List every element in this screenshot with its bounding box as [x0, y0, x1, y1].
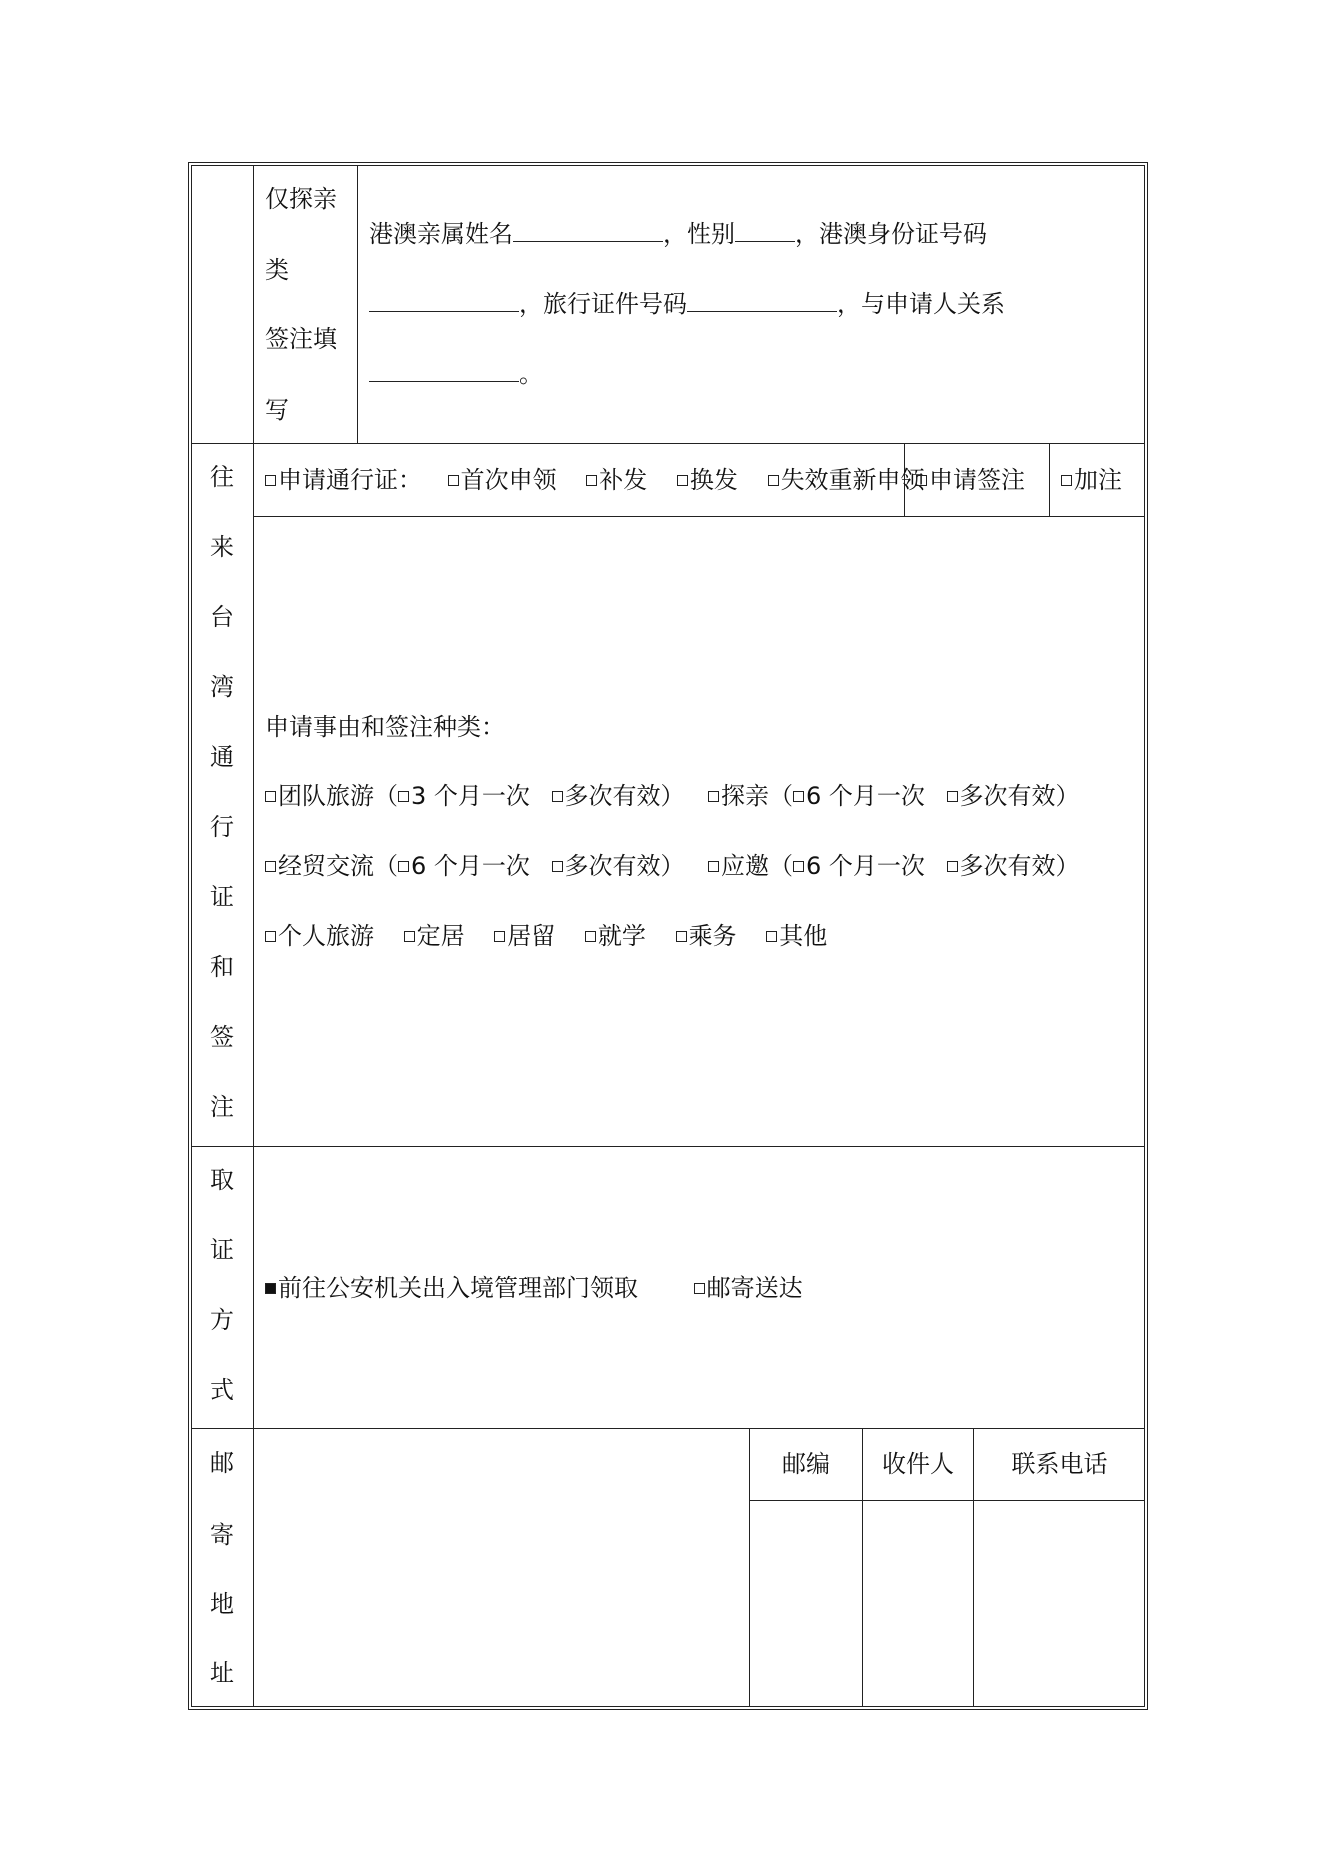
gender-label: ，性别	[663, 220, 735, 248]
renew-checkbox[interactable]	[677, 475, 688, 486]
visit-side-label-2: 类	[265, 256, 289, 284]
apply-endorsement-option[interactable]	[916, 466, 1025, 494]
residence-checkbox[interactable]	[494, 931, 505, 942]
mail-side-char: 地	[210, 1590, 234, 1618]
family-visit-checkbox[interactable]	[708, 791, 719, 802]
crew-option[interactable]	[676, 922, 737, 950]
trade-exchange-6month-checkbox[interactable]	[398, 861, 409, 872]
settle-checkbox[interactable]	[404, 931, 415, 942]
reason-row-2-right	[708, 852, 1080, 880]
reapply-checkbox[interactable]	[768, 475, 779, 486]
group-tour-3month-checkbox[interactable]	[398, 791, 409, 802]
settle-option[interactable]	[404, 922, 465, 950]
row-divider-visit	[191, 443, 1145, 444]
permit-side-char: 往	[210, 463, 234, 491]
hk-id-label: ，港澳身份证号码	[795, 220, 987, 248]
add-endorsement-option[interactable]	[1061, 466, 1122, 494]
apply-permit-checkbox[interactable]	[265, 475, 276, 486]
group-tour-3month-label: 3 个月一次	[411, 782, 530, 810]
apply-endorsement-checkbox[interactable]	[916, 475, 927, 486]
invitation-checkbox[interactable]	[708, 861, 719, 872]
first-apply-checkbox[interactable]	[448, 475, 459, 486]
invitation-multi-checkbox[interactable]	[947, 861, 958, 872]
recipient-header: 收件人	[882, 1450, 954, 1478]
settle-label: 定居	[416, 922, 465, 950]
row-divider-permit	[191, 1146, 1145, 1147]
row-divider-apply	[253, 516, 1145, 517]
visit-line-2	[369, 290, 1005, 318]
personal-tour-label: 个人旅游	[278, 922, 374, 950]
invitation-6month-label: 6 个月一次	[806, 852, 925, 880]
other-reasons-row	[265, 922, 827, 950]
reissue-option[interactable]	[586, 466, 647, 494]
pickup-side-char: 证	[210, 1236, 234, 1264]
group-tour-checkbox[interactable]	[265, 791, 276, 802]
relative-name-label: 港澳亲属姓名	[369, 220, 513, 248]
pickup-in-person-checkbox[interactable]	[265, 1283, 276, 1294]
hk-id-field[interactable]	[369, 291, 519, 312]
crew-checkbox[interactable]	[676, 931, 687, 942]
permit-side-char: 通	[210, 743, 234, 771]
reapply-option[interactable]	[768, 466, 925, 494]
visit-side-label-4: 写	[265, 396, 289, 424]
renew-option[interactable]	[677, 466, 738, 494]
residence-label: 居留	[507, 922, 556, 950]
gender-field[interactable]	[735, 221, 795, 242]
family-visit-6month-checkbox[interactable]	[793, 791, 804, 802]
family-visit-multi-label: 多次有效）	[959, 782, 1080, 810]
permit-side-char: 行	[210, 813, 234, 841]
permit-side-char: 湾	[210, 673, 234, 701]
pickup-side-char: 式	[210, 1376, 234, 1404]
mail-side-char: 邮	[210, 1449, 234, 1477]
pickup-mail-checkbox[interactable]	[694, 1283, 705, 1294]
mail-side-char: 址	[210, 1659, 234, 1687]
visit-line-end: 。	[519, 360, 543, 388]
permit-side-char: 台	[210, 603, 234, 631]
pickup-side-char: 方	[210, 1306, 234, 1334]
other-option[interactable]	[766, 922, 827, 950]
family-visit-label: 探亲（	[721, 782, 793, 810]
apply-divider-2	[1049, 443, 1050, 516]
trade-exchange-multi-label: 多次有效）	[564, 852, 685, 880]
mail-side-char: 寄	[210, 1521, 234, 1549]
phone-header: 联系电话	[1011, 1450, 1108, 1478]
pickup-mail-option[interactable]	[694, 1274, 803, 1302]
travel-doc-field[interactable]	[687, 291, 837, 312]
relationship-field[interactable]	[369, 361, 519, 382]
pickup-options-row	[265, 1274, 803, 1302]
crew-label: 乘务	[688, 922, 737, 950]
invitation-multi-label: 多次有效）	[959, 852, 1080, 880]
group-tour-multi-checkbox[interactable]	[552, 791, 563, 802]
relationship-label: ，与申请人关系	[837, 290, 1005, 318]
postcode-field[interactable]	[750, 1501, 862, 1706]
group-tour-label: 团队旅游（	[278, 782, 398, 810]
first-apply-label: 首次申领	[460, 466, 557, 494]
study-option[interactable]	[585, 922, 646, 950]
trade-exchange-checkbox[interactable]	[265, 861, 276, 872]
apply-permit-row	[265, 466, 925, 494]
recipient-field[interactable]	[863, 1501, 973, 1706]
other-label: 其他	[779, 922, 828, 950]
invitation-6month-checkbox[interactable]	[793, 861, 804, 872]
residence-option[interactable]	[494, 922, 555, 950]
reason-row-1-right	[708, 782, 1080, 810]
other-checkbox[interactable]	[766, 931, 777, 942]
invitation-label: 应邀（	[721, 852, 793, 880]
visit-subcolumn-divider	[357, 165, 358, 443]
travel-doc-label: ，旅行证件号码	[519, 290, 687, 318]
apply-permit-option[interactable]	[265, 466, 422, 494]
apply-permit-label: 申请通行证：	[278, 466, 422, 494]
visit-line-3	[369, 360, 543, 388]
permit-side-char: 来	[210, 533, 234, 561]
permit-side-char: 证	[210, 883, 234, 911]
add-endorsement-checkbox[interactable]	[1061, 475, 1072, 486]
visit-line-1	[369, 220, 987, 248]
visit-side-label-1: 仅探亲	[265, 185, 337, 213]
mail-address-field[interactable]	[254, 1429, 748, 1706]
relative-name-field[interactable]	[513, 221, 663, 242]
group-tour-multi-label: 多次有效）	[564, 782, 685, 810]
family-visit-multi-checkbox[interactable]	[947, 791, 958, 802]
first-apply-option[interactable]	[448, 466, 557, 494]
renew-label: 换发	[689, 466, 738, 494]
reapply-label: 失效重新申领	[780, 466, 925, 494]
trade-exchange-6month-label: 6 个月一次	[411, 852, 530, 880]
reissue-label: 补发	[599, 466, 648, 494]
personal-tour-option[interactable]	[265, 922, 374, 950]
permit-side-char: 签	[210, 1023, 234, 1051]
family-visit-6month-label: 6 个月一次	[806, 782, 925, 810]
reissue-checkbox[interactable]	[586, 475, 597, 486]
reason-row-2-left	[265, 852, 685, 880]
visit-side-label-3: 签注填	[265, 325, 337, 353]
study-checkbox[interactable]	[585, 931, 596, 942]
trade-exchange-multi-checkbox[interactable]	[552, 861, 563, 872]
personal-tour-checkbox[interactable]	[265, 931, 276, 942]
pickup-in-person-label: 前往公安机关出入境管理部门领取	[278, 1274, 638, 1302]
pickup-mail-label: 邮寄送达	[706, 1274, 803, 1302]
study-label: 就学	[597, 922, 646, 950]
permit-side-char: 注	[210, 1093, 234, 1121]
pickup-in-person-option[interactable]	[265, 1274, 638, 1302]
phone-field[interactable]	[974, 1501, 1145, 1706]
reason-heading: 申请事由和签注种类：	[265, 713, 505, 741]
add-endorsement-label: 加注	[1074, 466, 1122, 494]
postcode-header: 邮编	[782, 1450, 830, 1478]
pickup-side-char: 取	[210, 1166, 234, 1194]
reason-row-1-left	[265, 782, 685, 810]
apply-endorsement-label: 申请签注	[929, 466, 1025, 494]
permit-side-char: 和	[210, 953, 234, 981]
trade-exchange-label: 经贸交流（	[278, 852, 398, 880]
